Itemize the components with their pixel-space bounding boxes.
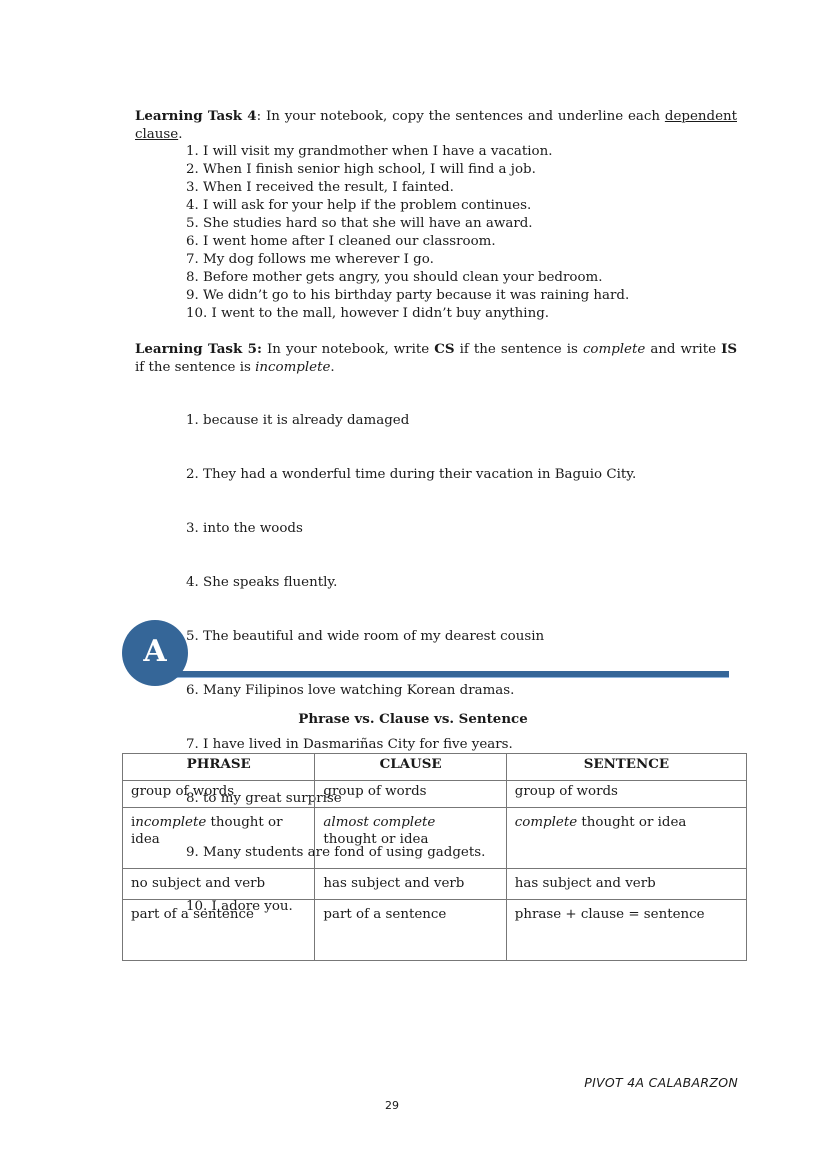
task4-label: Learning Task 4 — [135, 108, 257, 124]
table-cell: has subject and verb — [315, 869, 506, 900]
page-number: 29 — [385, 1099, 399, 1112]
header-clause: CLAUSE — [315, 754, 506, 781]
table-cell: complete thought or idea — [506, 808, 746, 869]
table-row — [123, 781, 747, 808]
table-header-row — [123, 754, 747, 781]
table-cell: group of words — [315, 781, 506, 808]
table-cell: phrase + clause = sentence — [506, 900, 746, 961]
task5-label: Learning Task 5: — [135, 341, 262, 357]
table-row — [123, 808, 747, 869]
table-cell: part of a sentence — [123, 900, 315, 961]
header-sentence: SENTENCE — [506, 754, 746, 781]
list-item: 1. I will visit my grandmother when I have a vacation. — [186, 144, 553, 159]
list-item: 1. because it is already damaged — [186, 413, 410, 428]
underlined-term: dependent clause — [135, 109, 737, 142]
task4-instruction: Learning Task 4: In your notebook, copy the sentences and underline each dependent clause. — [135, 108, 737, 142]
table-row — [123, 869, 747, 900]
task4-list — [186, 143, 629, 323]
table-cell: group of words — [123, 781, 315, 808]
task5-instruction: Learning Task 5: In your notebook, write CS if the sentence is complete and write IS if the sentence is incomplete. — [135, 341, 737, 375]
section-divider — [160, 671, 729, 678]
table-cell: almost complete thought or idea — [315, 808, 506, 869]
list-item: 10. I went to the mall, however I didn’t buy anything. — [186, 306, 550, 321]
list-item: 7. My dog follows me wherever I go. — [186, 252, 434, 267]
list-item: 6. I went home after I cleaned our classroom. — [186, 234, 496, 249]
list-item: 9. We didn’t go to his birthday party because it was raining hard. — [186, 288, 630, 303]
table-cell: part of a sentence — [315, 900, 506, 961]
list-item: 8. Before mother gets angry, you should clean your bedroom. — [186, 270, 603, 285]
list-item: 5. The beautiful and wide room of my dearest cousin — [186, 629, 545, 644]
list-item: 3. When I received the result, I fainted. — [186, 180, 454, 195]
list-item: 10. I adore you. — [186, 899, 293, 914]
list-item: 5. She studies hard so that she will have an award. — [186, 216, 533, 231]
list-item: 3. into the woods — [186, 521, 303, 536]
section-badge-icon: A — [122, 620, 188, 686]
table-cell: group of words — [506, 781, 746, 808]
list-item: 6. Many Filipinos love watching Korean dramas. — [186, 683, 515, 698]
table-cell: incomplete thought or idea — [123, 808, 315, 869]
list-item: 2. When I finish senior high school, I will find a job. — [186, 162, 536, 177]
list-item: 4. She speaks fluently. — [186, 575, 338, 590]
table-cell: has subject and verb — [506, 869, 746, 900]
footer-brand: PIVOT 4A CALABARZON — [584, 1075, 738, 1090]
table-cell: no subject and verb — [123, 869, 315, 900]
comparison-table — [122, 753, 747, 961]
list-item: 8. to my great surprise — [186, 791, 342, 806]
section-title: Phrase vs. Clause vs. Sentence — [298, 711, 528, 727]
list-item: 2. They had a wonderful time during their vacation in Baguio City. — [186, 467, 637, 482]
list-item: 7. I have lived in Dasmariñas City for five years. — [186, 737, 513, 752]
list-item: 9. Many students are fond of using gadgets. — [186, 845, 486, 860]
list-item: 4. I will ask for your help if the problem continues. — [186, 198, 532, 213]
table-row — [123, 900, 747, 961]
header-phrase: PHRASE — [123, 754, 315, 781]
